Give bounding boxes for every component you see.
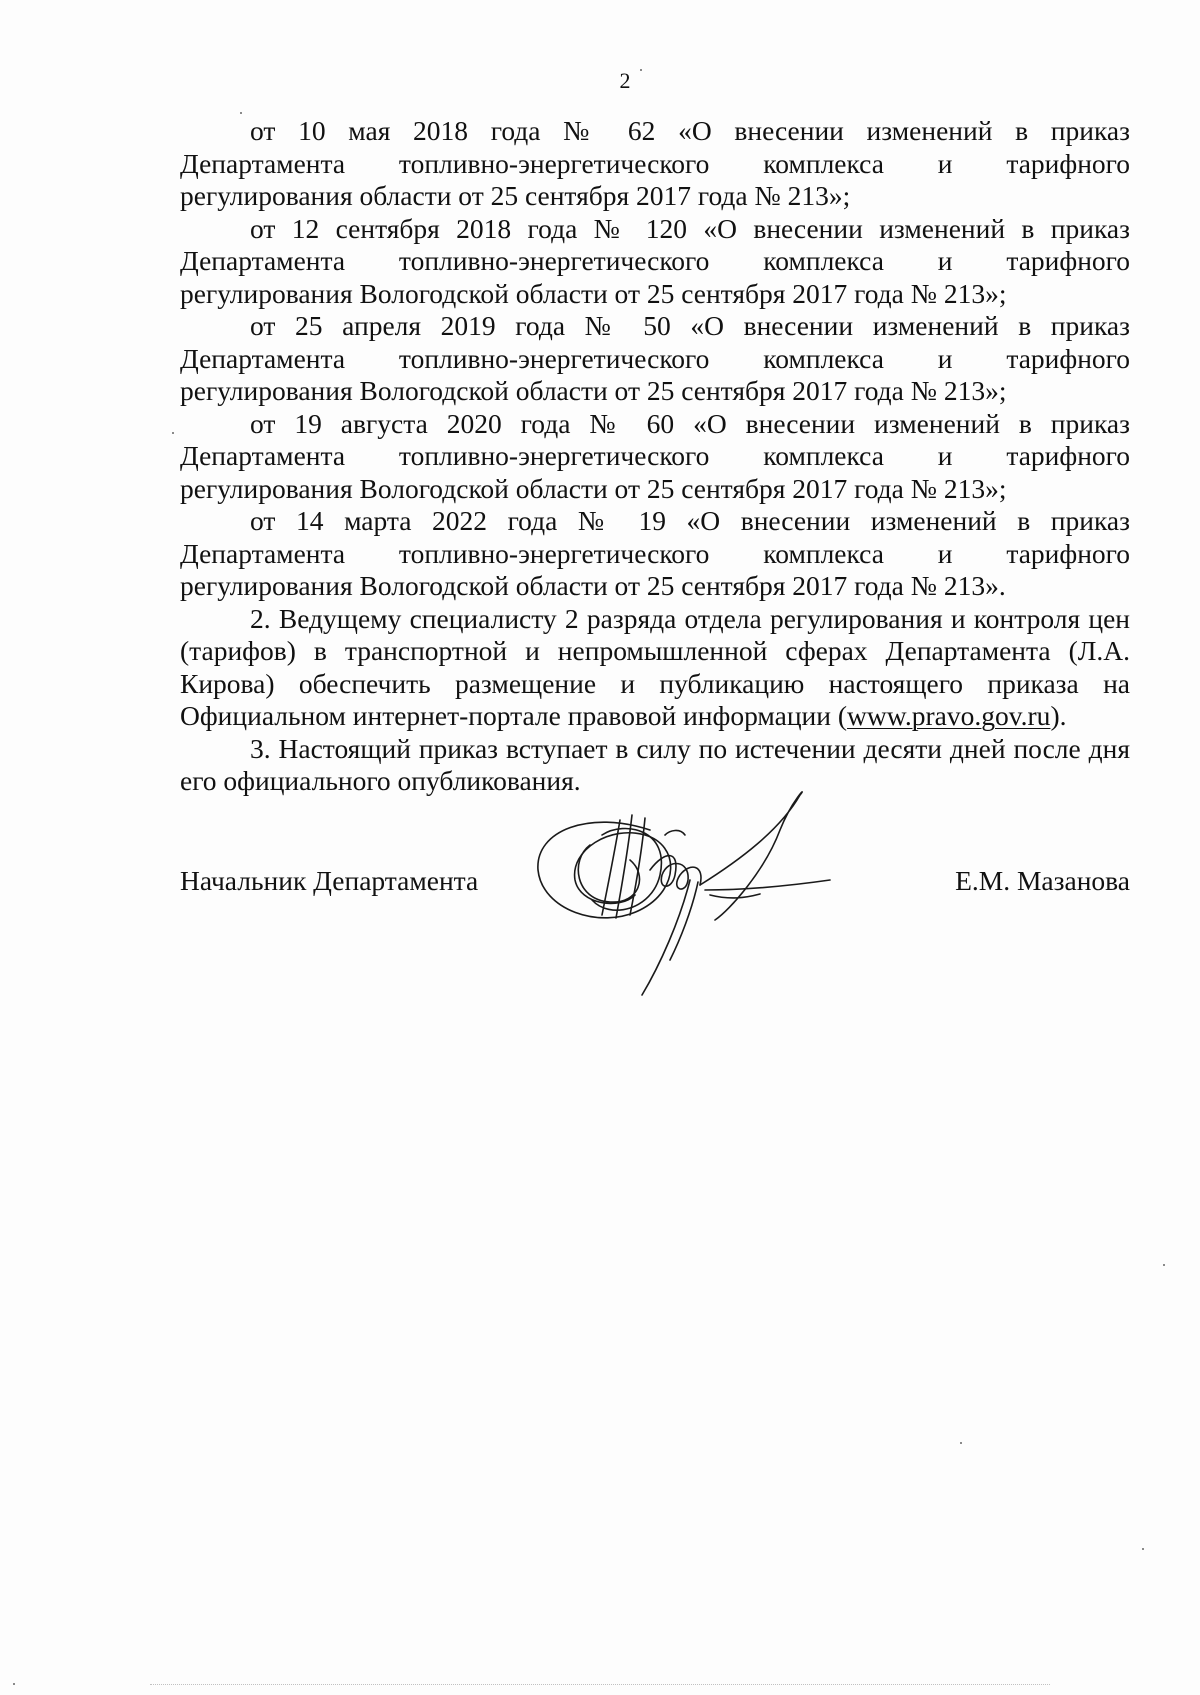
amendments-list	[180, 115, 1130, 603]
amendment-line: Департамента топливно-энергетического комплекса и тарифного	[180, 537, 1130, 569]
clause-2-closing: ).	[1050, 700, 1067, 731]
signer-position: Начальник Департамента	[180, 865, 479, 896]
signer-name: Е.М. Мазанова	[955, 865, 1130, 896]
scan-noise-line	[150, 1684, 1050, 1691]
scan-speck	[1142, 1548, 1144, 1550]
document-body	[180, 115, 1130, 798]
amendment-line: от 14 марта 2022 года № 19 «О внесении изменений в приказ	[250, 505, 1130, 536]
scan-speck	[640, 69, 642, 71]
amendment-line: регулирования Вологодской области от 25 сентября 2017 года № 213».	[180, 570, 1006, 601]
scan-speck	[240, 112, 242, 114]
amendment-item	[180, 505, 1130, 603]
clause-2-text: 2. Ведущему специалисту 2 разряда отдела регулирования и контроля цен (тарифов) в транспортной и непромышленной сферах Департамента (Л.А. Кирова) обеспечить размещение и публикацию настоящего приказа на Официальном интернет-портале правовой информации (	[180, 602, 1130, 731]
amendment-line: регулирования Вологодской области от 25 сентября 2017 года № 213»;	[180, 375, 1007, 406]
amendment-line: от 10 мая 2018 года № 62 «О внесении изменений в приказ	[250, 115, 1130, 146]
amendment-line: от 19 августа 2020 года № 60 «О внесении изменений в приказ	[250, 407, 1130, 439]
amendment-item	[180, 115, 1130, 213]
handwritten-signature	[530, 790, 910, 1000]
clause-3: 3. Настоящий приказ вступает в силу по истечении десяти дней после дня его официального опубликования.	[180, 732, 1130, 796]
page-number: 2	[619, 68, 631, 93]
amendment-item	[180, 310, 1130, 408]
scan-speck	[1163, 1264, 1165, 1266]
amendment-line: регулирования области от 25 сентября 2017 года № 213»;	[180, 180, 851, 211]
amendment-line: регулирования Вологодской области от 25 сентября 2017 года № 213»;	[180, 472, 1007, 504]
amendment-line: Департамента топливно-энергетического комплекса и тарифного	[180, 147, 1130, 179]
amendment-line: Департамента топливно-энергетического комплекса и тарифного	[180, 342, 1130, 374]
amendment-item	[180, 213, 1130, 311]
scan-speck	[172, 432, 174, 434]
pravo-gov-link[interactable]: www.pravo.gov.ru	[847, 700, 1051, 731]
amendment-line: Департамента топливно-энергетического комплекса и тарифного	[180, 245, 1130, 276]
amendment-item	[180, 408, 1130, 506]
scan-speck	[960, 1442, 962, 1444]
amendment-line: регулирования Вологодской области от 25 сентября 2017 года № 213»;	[180, 277, 1007, 309]
scan-speck	[13, 1683, 15, 1685]
clause-2	[180, 603, 1130, 733]
amendment-line: от 25 апреля 2019 года № 50 «О внесении изменений в приказ	[250, 310, 1130, 341]
amendment-line: Департамента топливно-энергетического комплекса и тарифного	[180, 440, 1130, 471]
amendment-line: от 12 сентября 2018 года № 120 «О внесении изменений в приказ	[250, 212, 1130, 244]
